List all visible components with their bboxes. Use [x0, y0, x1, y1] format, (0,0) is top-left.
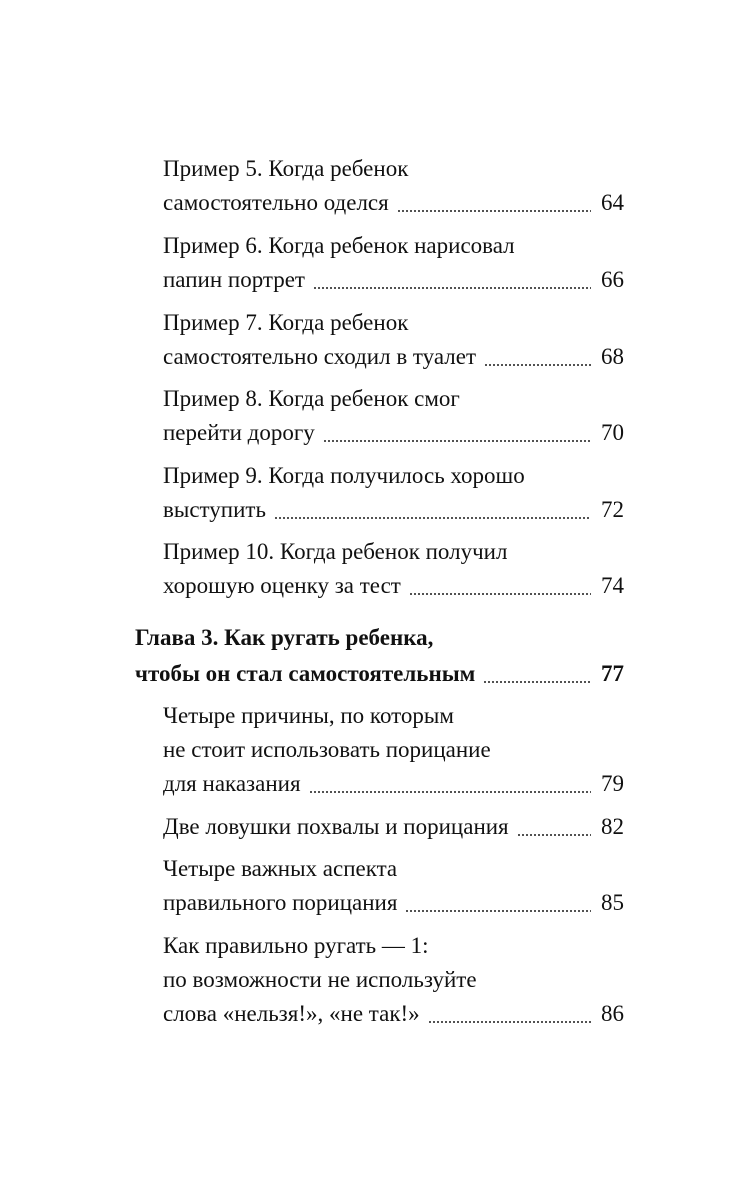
toc-entry-row: [163, 494, 624, 526]
toc-entry-line: Четыре важных аспекта: [163, 856, 398, 881]
page-number: 79: [601, 771, 624, 796]
dot-leader: [274, 494, 591, 526]
toc-entry-line: Пример 6. Когда ребенок нарисовал: [163, 233, 515, 258]
toc-entry-last-line: для наказания: [163, 771, 301, 796]
dot-leader: [405, 887, 591, 919]
toc-entry-line: по возможности не используйте: [163, 967, 477, 992]
dot-leader: [484, 341, 591, 373]
toc-entry-last-line: папин портрет: [163, 267, 305, 292]
toc-entry-line: Пример 8. Когда ребенок смог: [163, 386, 460, 411]
toc-entry-row: [135, 658, 624, 690]
toc-entry-row: [163, 570, 624, 602]
toc-entry-last-line: выступить: [163, 497, 266, 522]
toc-entry-row: [163, 187, 624, 219]
toc-entry-line: Пример 9. Когда получилось хорошо: [163, 463, 525, 488]
toc-entry-row: [163, 768, 624, 800]
toc-entry-row: [163, 341, 624, 373]
dot-leader: [428, 998, 591, 1030]
dot-leader: [483, 658, 591, 690]
page-number: 72: [601, 497, 624, 522]
dot-leader: [313, 264, 591, 296]
page-number: 66: [601, 267, 624, 292]
dot-leader: [409, 570, 591, 602]
toc-entry-last-line: самостоятельно сходил в туалет: [163, 344, 477, 369]
page-number: 68: [601, 344, 624, 369]
toc-entry-line: Как правильно ругать — 1:: [163, 933, 429, 958]
toc-entry-line: Пример 10. Когда ребенок получил: [163, 539, 508, 564]
toc-entry-row: [163, 811, 624, 843]
dot-leader: [309, 768, 591, 800]
toc-entry-line: Пример 7. Когда ребенок: [163, 310, 409, 335]
toc-entry-last-line: Две ловушки похвалы и порицания: [163, 814, 509, 839]
page-number: 64: [601, 190, 624, 215]
toc-entry-row: [163, 998, 624, 1030]
dot-leader: [323, 417, 591, 449]
toc-entry-last-line: правильного порицания: [163, 890, 398, 915]
toc-entry-last-line: перейти дорогу: [163, 420, 315, 445]
toc-entry-line: Четыре причины, по которым: [163, 703, 454, 728]
toc-entry-line: не стоит использовать порицание: [163, 737, 491, 762]
page-number: 77: [601, 661, 624, 686]
dot-leader: [517, 811, 591, 843]
toc-entry-row: [163, 264, 624, 296]
toc-entry-row: [163, 417, 624, 449]
page-number: 74: [601, 573, 624, 598]
page-number: 86: [601, 1001, 624, 1026]
toc-entry-line: Пример 5. Когда ребенок: [163, 156, 409, 181]
toc-entry-row: [163, 887, 624, 919]
page-number: 82: [601, 814, 624, 839]
toc-entry-last-line: самостоятельно оделся: [163, 190, 389, 215]
dot-leader: [397, 187, 591, 219]
toc-entry-last-line: хорошую оценку за тест: [163, 573, 401, 598]
chapter-title-last-line: чтобы он стал самостоятельным: [135, 661, 476, 686]
page-number: 70: [601, 420, 624, 445]
chapter-title-line: Глава 3. Как ругать ребенка,: [135, 625, 434, 650]
page-number: 85: [601, 890, 624, 915]
toc-entry-last-line: слова «нельзя!», «не так!»: [163, 1001, 420, 1026]
